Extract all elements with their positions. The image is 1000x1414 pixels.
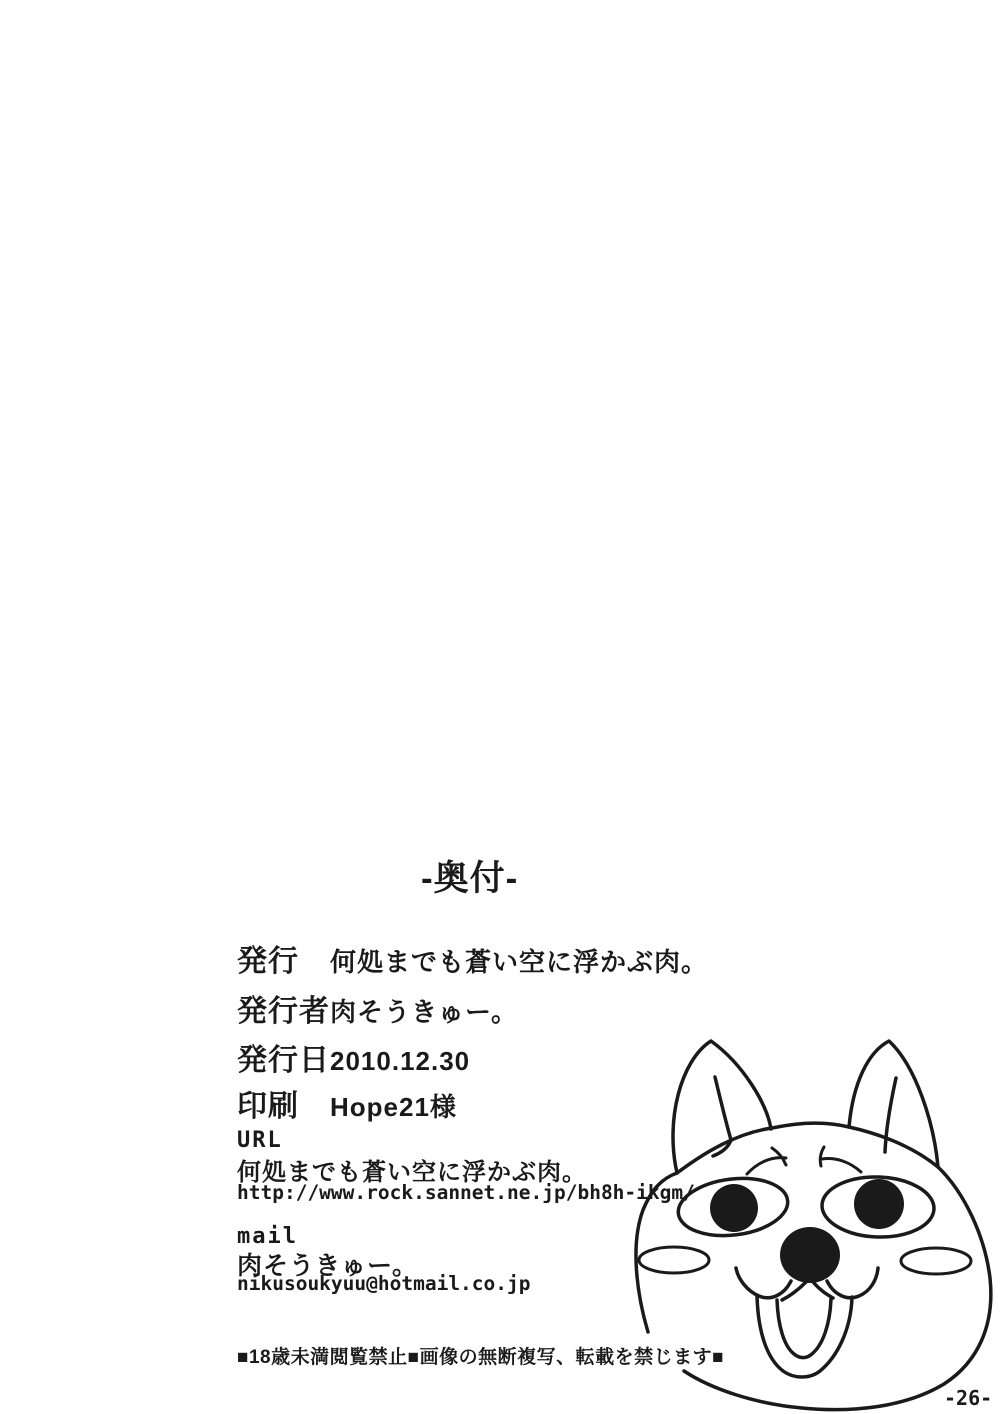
info-label: 発行 (237, 945, 299, 978)
info-value: 何処までも蒼い空に浮かぶ肉。 (330, 947, 709, 977)
age-notice: ■18歳未満閲覧禁止■画像の無断複写、転載を禁じます■ (237, 1347, 725, 1368)
info-row-publisher (237, 936, 708, 980)
page-number: -26- (944, 1386, 993, 1410)
info-label: 発行日 (237, 1044, 330, 1077)
dog-ear-right (849, 1041, 938, 1167)
url-label: URL (237, 1128, 283, 1153)
info-value: Hope21様 (330, 1092, 457, 1122)
dog-cheek-left (639, 1247, 709, 1273)
info-label: 発行者 (237, 995, 330, 1028)
dog-pupil-right (854, 1179, 904, 1229)
url-site-name: 何処までも蒼い空に浮かぶ肉。 (237, 1159, 587, 1186)
dog-eyebrow-right (820, 1147, 861, 1172)
info-value: 肉そうきゅー。 (330, 997, 518, 1027)
dog-pupil-left (710, 1184, 758, 1232)
info-row-date (237, 1035, 470, 1079)
page-title: -奥付- (421, 859, 519, 898)
info-row-printer (237, 1081, 457, 1125)
dog-cheek-right (901, 1248, 971, 1274)
dog-tongue (757, 1296, 852, 1377)
info-label: 印刷 (237, 1090, 299, 1123)
info-value: 2010.12.30 (330, 1046, 471, 1076)
info-row-author (237, 986, 518, 1030)
dog-eyebrow-left (747, 1148, 786, 1174)
mail-label: mail (237, 1224, 298, 1249)
url-address: http://www.rock.sannet.ne.jp/bh8h-ikgm/ (237, 1181, 695, 1204)
mail-address: nikusoukyuu@hotmail.co.jp (237, 1272, 531, 1295)
dog-nose (780, 1227, 840, 1283)
mail-name: 肉そうきゅー。 (237, 1252, 419, 1280)
